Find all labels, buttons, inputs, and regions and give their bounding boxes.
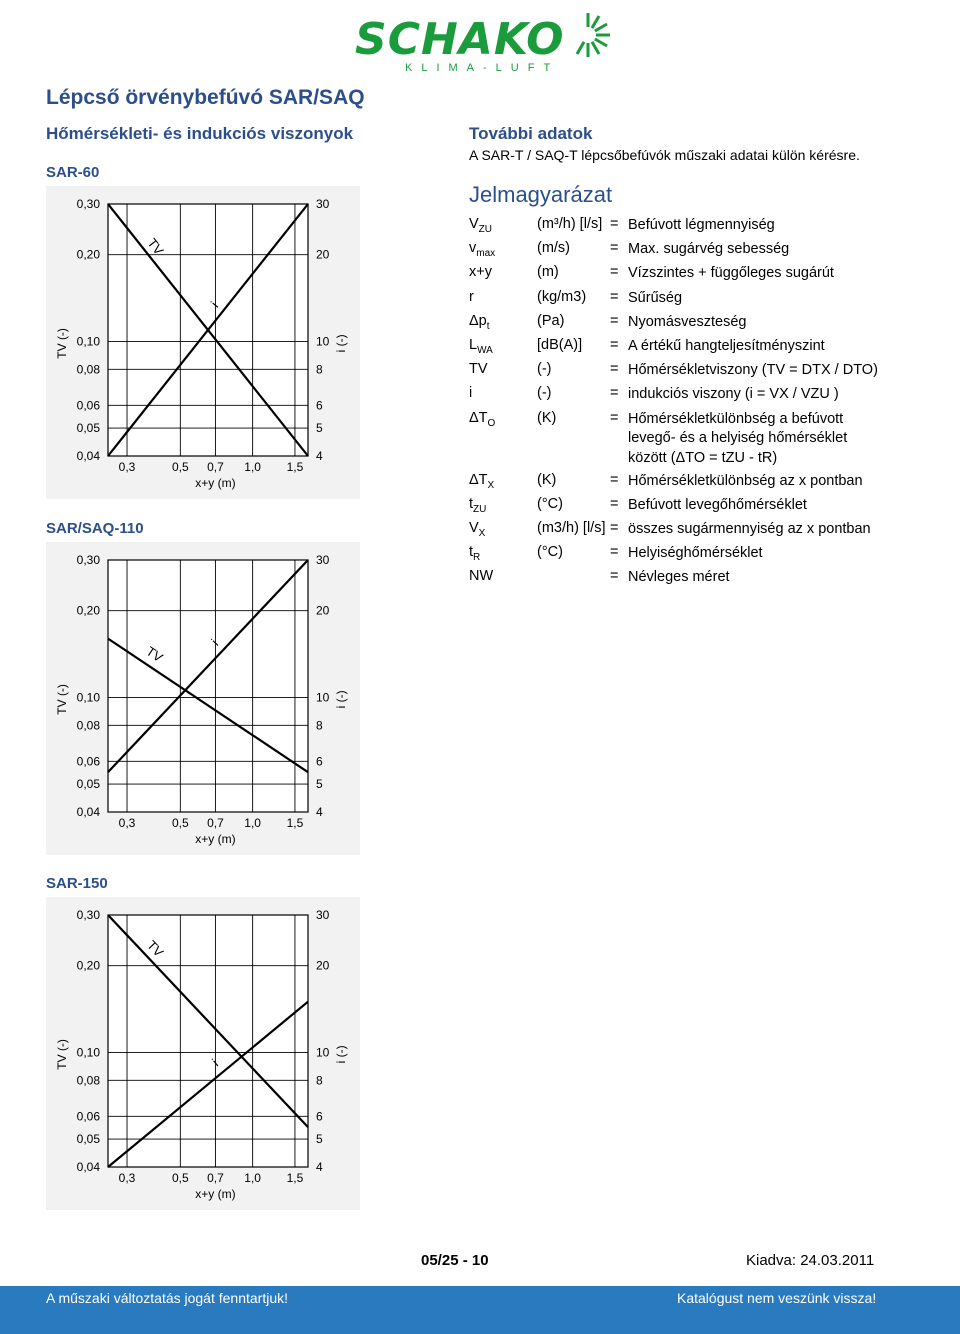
legend-description: Befúvott levegőhőmérséklet xyxy=(628,496,807,513)
chart-sar110 xyxy=(46,542,360,855)
page-title: Lépcső örvénybefúvó SAR/SAQ xyxy=(46,86,365,109)
y-right-axis-label: i (-) xyxy=(334,690,348,709)
y-left-tick-label: 0,10 xyxy=(76,334,100,349)
legend-symbol: $v_{max}$ xyxy=(469,240,496,260)
legend-description: Hőmérsékletviszony (TV = DTX / DTO) xyxy=(628,362,878,379)
legend-row xyxy=(469,289,909,313)
legend-symbol: $V_{ZU}$ xyxy=(469,216,493,235)
x-tick-label: 0,3 xyxy=(118,816,136,830)
x-tick-label: 1,0 xyxy=(244,1171,261,1185)
y-right-tick-label: 5 xyxy=(316,1132,323,1147)
y-right-tick-label: 4 xyxy=(316,805,323,819)
y-left-axis-label: TV (-) xyxy=(55,684,69,715)
legend-description: Sűrűség xyxy=(628,289,683,306)
legend-unit: (Pa) xyxy=(537,312,565,329)
y-right-tick-label: 10 xyxy=(316,1045,330,1060)
schako-logo xyxy=(355,10,610,80)
footer-return-note: Katalógust nem veszünk vissza! xyxy=(677,1290,877,1306)
y-right-tick-label: 8 xyxy=(316,1073,323,1088)
legend-equals: = xyxy=(610,264,619,281)
legend-description: indukciós viszony (i = VX / VZU ) xyxy=(628,386,839,403)
y-left-tick-label: 0,05 xyxy=(76,1132,100,1147)
legend-description: Névleges méret xyxy=(628,569,730,586)
x-axis-label: x+y (m) xyxy=(195,476,236,490)
x-tick-label: 0,3 xyxy=(118,460,136,474)
y-left-tick-label: 0,05 xyxy=(76,421,100,436)
legend-symbol: $t_{ZU}$ xyxy=(469,495,487,515)
legend-symbol: $L_{WA}$ xyxy=(469,336,493,356)
legend-row xyxy=(469,496,909,520)
y-right-tick-label: 20 xyxy=(316,603,330,618)
legend-symbol: r xyxy=(469,288,474,305)
legend-description: Max. sugárvég sebesség xyxy=(628,241,790,258)
legend-row xyxy=(469,544,909,568)
chart-title-sar60: SAR-60 xyxy=(46,164,100,181)
series-label-i: i xyxy=(208,636,222,649)
legend-symbol: $t_R$ xyxy=(469,544,481,563)
legend-symbol: $\Delta T_X$ xyxy=(469,471,495,491)
x-tick-label: 0,5 xyxy=(171,816,189,830)
x-tick-label: 0,7 xyxy=(207,1171,224,1185)
legend-equals: = xyxy=(610,409,619,426)
legend-description: Hőmérsékletkülönbség az x pontban xyxy=(628,472,863,489)
plot-area xyxy=(108,560,308,812)
y-left-tick-label: 0,06 xyxy=(76,1109,100,1124)
y-right-axis-label: i (-) xyxy=(334,334,348,353)
x-tick-label: 1,5 xyxy=(286,816,304,830)
series-label-tv: TV xyxy=(144,235,167,258)
y-left-tick-label: 0,08 xyxy=(76,362,100,377)
y-right-tick-label: 20 xyxy=(316,958,330,973)
series-label-tv: TV xyxy=(143,643,166,666)
legend-unit: (m3/h) [l/s] xyxy=(537,519,606,536)
legend-equals: = xyxy=(610,495,619,512)
y-left-tick-label: 0,08 xyxy=(76,718,100,733)
legend-description: összes sugármennyiség az x pontban xyxy=(628,520,871,537)
legend-equals: = xyxy=(610,568,619,585)
y-right-tick-label: 4 xyxy=(316,449,323,463)
y-right-tick-label: 30 xyxy=(316,553,330,567)
x-tick-label: 0,7 xyxy=(207,460,224,474)
legend-unit: (m) xyxy=(537,264,559,281)
legend-unit: (°C) xyxy=(537,495,563,512)
series-label-tv: TV xyxy=(144,937,167,960)
x-tick-label: 1,5 xyxy=(286,460,304,474)
x-tick-label: 1,0 xyxy=(244,816,261,830)
y-left-tick-label: 0,04 xyxy=(76,449,100,463)
legend-unit: (-) xyxy=(537,361,552,378)
y-right-tick-label: 30 xyxy=(316,197,330,211)
y-left-tick-label: 0,30 xyxy=(76,908,100,922)
series-label-i: i xyxy=(209,1055,222,1070)
y-left-tick-label: 0,20 xyxy=(76,247,100,262)
legend-row xyxy=(469,410,909,472)
legend-symbol: TV xyxy=(469,361,488,378)
legend-row xyxy=(469,313,909,337)
legend-unit: (-) xyxy=(537,385,552,402)
legend-equals: = xyxy=(610,312,619,329)
legend-equals: = xyxy=(610,544,619,561)
legend-row xyxy=(469,216,909,240)
legend-row xyxy=(469,240,909,264)
legend-unit: (kg/m3) xyxy=(537,288,587,305)
x-tick-label: 0,5 xyxy=(171,1171,189,1185)
y-right-tick-label: 6 xyxy=(316,398,323,413)
sun-rays-icon xyxy=(565,12,611,58)
legend-row xyxy=(469,361,909,385)
chart-sar150 xyxy=(46,897,360,1210)
y-left-tick-label: 0,06 xyxy=(76,398,100,413)
legend-symbol: i xyxy=(469,385,473,402)
y-left-tick-label: 0,10 xyxy=(76,1045,100,1060)
plot-area xyxy=(108,915,308,1167)
y-left-tick-label: 0,05 xyxy=(76,777,100,792)
legend-description: Befúvott légmennyiség xyxy=(628,217,775,233)
legend-equals: = xyxy=(610,361,619,378)
further-data-title: További adatok xyxy=(469,124,593,143)
y-right-axis-label: i (-) xyxy=(334,1045,348,1064)
legend-unit: (m/s) xyxy=(537,240,571,257)
y-right-tick-label: 30 xyxy=(316,908,330,922)
footer-disclaimer: A műszaki változtatás jogát fenntartjuk! xyxy=(46,1290,289,1306)
chart-sar60 xyxy=(46,186,360,499)
legend-equals: = xyxy=(610,471,619,488)
y-right-tick-label: 4 xyxy=(316,1160,323,1174)
chart-title-sar150: SAR-150 xyxy=(46,875,108,892)
legend-description: Hőmérsékletkülönbség a befúvott levegő- és a helyiség hőmérséklet között (ΔTO = tZU - tR) xyxy=(628,410,848,466)
y-right-tick-label: 6 xyxy=(316,754,323,769)
logo-wordmark: SCHAKO xyxy=(355,14,565,65)
section-title: Hőmérsékleti- és indukciós viszonyok xyxy=(46,124,354,143)
y-right-tick-label: 10 xyxy=(316,690,330,705)
y-left-tick-label: 0,30 xyxy=(76,553,100,567)
x-axis-label: x+y (m) xyxy=(195,1187,236,1201)
x-tick-label: 1,0 xyxy=(244,460,261,474)
legend-list xyxy=(469,216,909,592)
legend-unit: (K) xyxy=(537,471,557,488)
legend-row xyxy=(469,472,909,496)
legend-description: Vízszintes + függőleges sugárút xyxy=(628,265,834,282)
x-tick-label: 1,5 xyxy=(286,1171,304,1185)
legend-symbol: $\Delta p_t$ xyxy=(469,312,490,332)
legend-row xyxy=(469,264,909,288)
page-number: 05/25 - 10 xyxy=(421,1252,489,1269)
legend-row xyxy=(469,337,909,361)
y-right-tick-label: 8 xyxy=(316,362,323,377)
y-left-axis-label: TV (-) xyxy=(55,1039,69,1070)
legend-symbol: x+y xyxy=(469,264,492,281)
y-right-tick-label: 5 xyxy=(316,421,323,436)
y-right-tick-label: 20 xyxy=(316,247,330,262)
legend-unit: (°C) xyxy=(537,544,563,561)
y-left-tick-label: 0,06 xyxy=(76,754,100,769)
y-left-tick-label: 0,20 xyxy=(76,958,100,973)
legend-unit: (m³/h) [l/s] xyxy=(537,216,603,232)
issue-date: Kiadva: 24.03.2011 xyxy=(746,1252,875,1269)
x-tick-label: 0,3 xyxy=(118,1171,136,1185)
x-tick-label: 0,7 xyxy=(207,816,224,830)
legend-row xyxy=(469,385,909,409)
series-label-i: i xyxy=(207,298,222,311)
y-right-tick-label: 5 xyxy=(316,777,323,792)
y-left-tick-label: 0,04 xyxy=(76,805,100,819)
legend-equals: = xyxy=(610,385,619,402)
legend-title: Jelmagyarázat xyxy=(469,182,613,207)
legend-equals: = xyxy=(610,288,619,305)
y-right-tick-label: 8 xyxy=(316,718,323,733)
y-left-axis-label: TV (-) xyxy=(55,328,69,359)
legend-symbol: $V_X$ xyxy=(469,519,486,539)
legend-row xyxy=(469,568,909,592)
y-left-tick-label: 0,10 xyxy=(76,690,100,705)
y-left-tick-label: 0,20 xyxy=(76,603,100,618)
y-left-tick-label: 0,08 xyxy=(76,1073,100,1088)
x-tick-label: 0,5 xyxy=(171,460,189,474)
legend-equals: = xyxy=(610,240,619,257)
legend-description: A értékű hangteljesítményszint xyxy=(628,337,825,354)
further-data-text: A SAR-T / SAQ-T lépcsőbefúvók műszaki adatai külön kérésre. xyxy=(469,147,860,163)
legend-description: Nyomásveszteség xyxy=(628,313,747,330)
legend-equals: = xyxy=(610,216,619,232)
legend-unit: [dB(A)] xyxy=(537,336,583,353)
chart-title-sar110: SAR/SAQ-110 xyxy=(46,520,144,537)
legend-description: Helyiséghőmérséklet xyxy=(628,545,763,562)
legend-symbol: $\Delta T_O$ xyxy=(469,409,496,429)
y-left-tick-label: 0,04 xyxy=(76,1160,100,1174)
x-axis-label: x+y (m) xyxy=(195,832,236,846)
y-right-tick-label: 6 xyxy=(316,1109,323,1124)
legend-unit: (K) xyxy=(537,409,557,426)
legend-row xyxy=(469,520,909,544)
y-right-tick-label: 10 xyxy=(316,334,330,349)
legend-symbol: NW xyxy=(469,568,494,585)
legend-equals: = xyxy=(610,519,619,536)
y-left-tick-label: 0,30 xyxy=(76,197,100,211)
logo-tagline: KLIMA-LUFT xyxy=(405,62,560,74)
legend-equals: = xyxy=(610,336,619,353)
